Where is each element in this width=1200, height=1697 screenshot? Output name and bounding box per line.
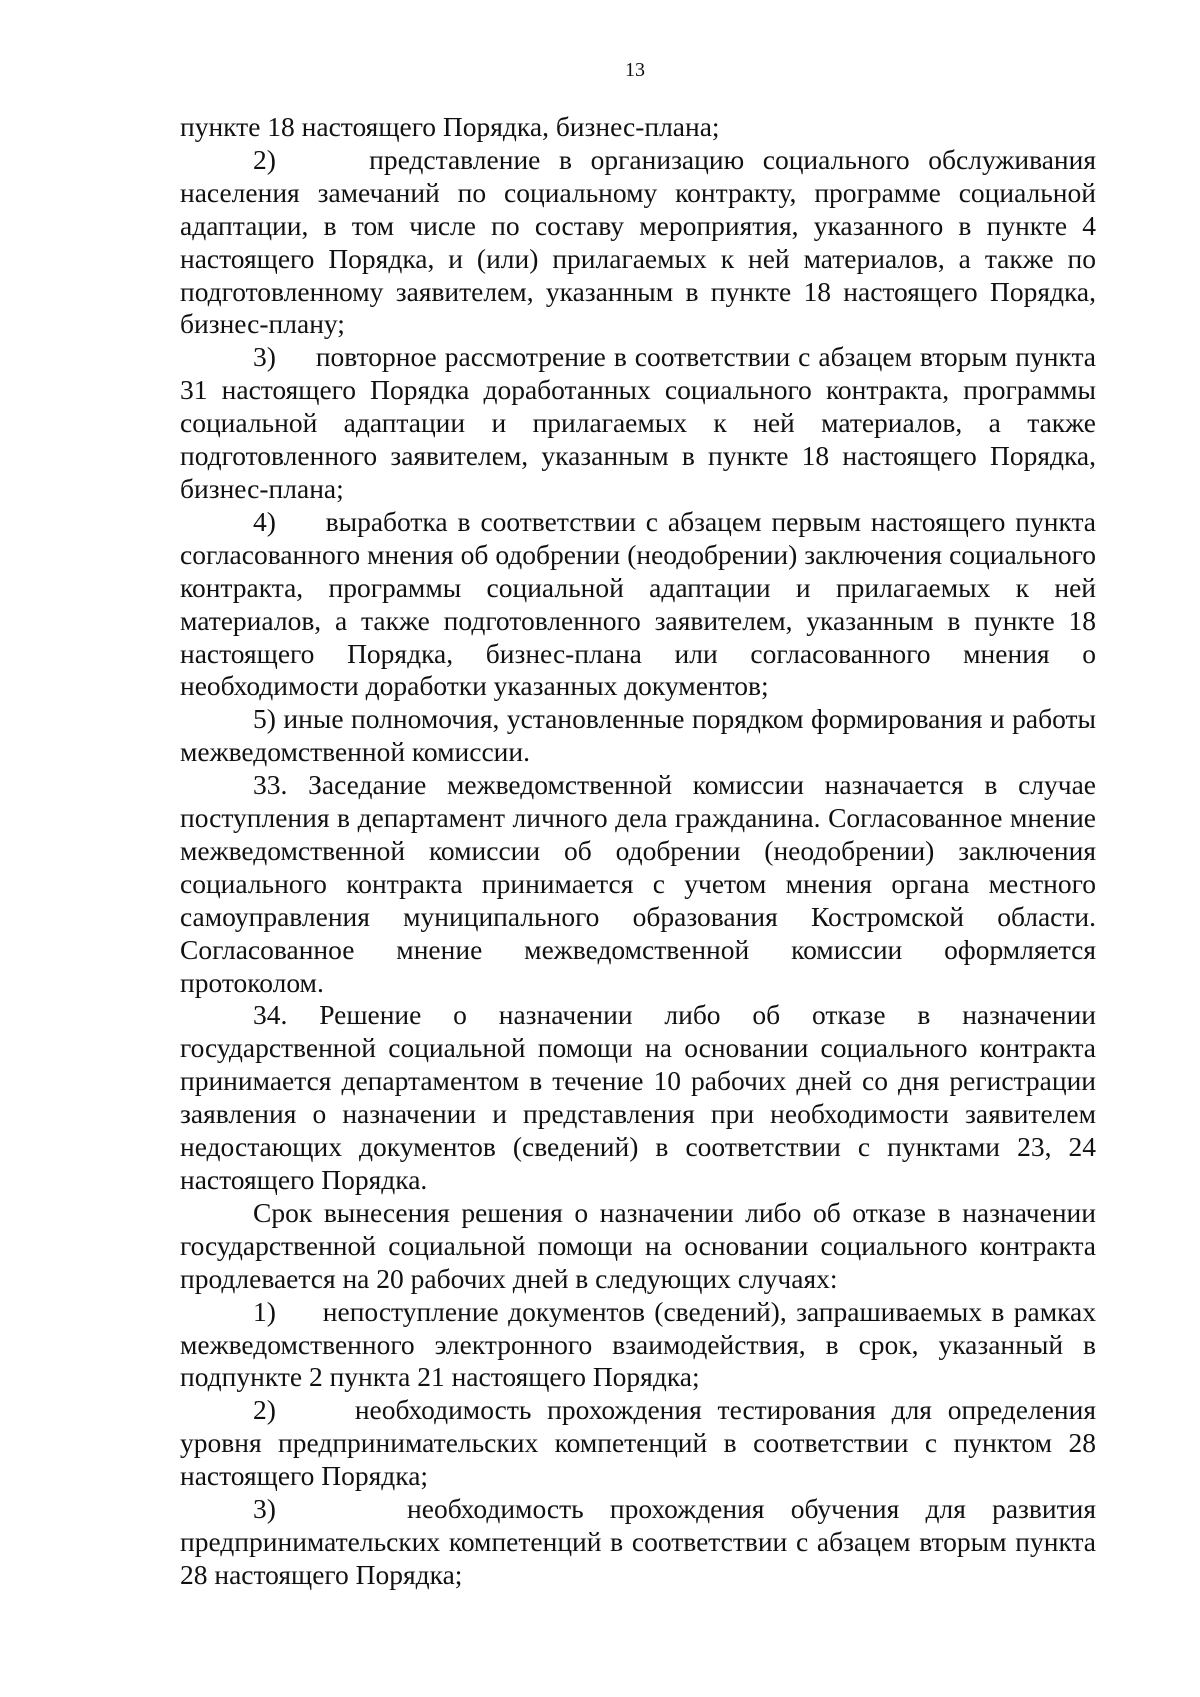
page-number: 13 xyxy=(625,59,645,81)
list-item-4: 4) выработка в соответствии с абзацем первым настоящего пункта согласованного мнения об одобрении (неодобрении) заключения социального контракта, программы социальной адаптации и прилагаемых к ней материалов, а также подготовленного заявителем, указанным в пункте 18 настоящего Порядка, бизнес-плана или согласованного мнения о необходимости доработки указанных документов; xyxy=(180,505,1096,702)
list-item-3: 3) повторное рассмотрение в соответствии с абзацем вторым пункта 31 настоящего Порядка доработанных социального контракта, программы социальной адаптации и прилагаемых к ней материалов, а также подготовленного заявителем, указанным в пункте 18 настоящего Порядка, бизнес-плана; xyxy=(180,341,1096,504)
extension-case-1: 1) непоступление документов (сведений), запрашиваемых в рамках межведомственного электронного взаимодействия, в срок, указанный в подпункте 2 пункта 21 настоящего Порядка; xyxy=(180,1295,1096,1393)
list-item-5: 5) иные полномочия, установленные порядком формирования и работы межведомственной комиссии. xyxy=(180,703,1096,768)
clause-34-extension-paragraph: Срок вынесения решения о назначении либо об отказе в назначении государственной социальной помощи на основании социального контракта продлевается на 20 рабочих дней в следующих случаях: xyxy=(180,1196,1096,1294)
extension-case-3: 3) необходимость прохождения обучения для развития предпринимательских компетенций в соответствии с абзацем вторым пункта 28 настоящего Порядка; xyxy=(180,1493,1096,1590)
list-item-2: 2) представление в организацию социального обслуживания населения замечаний по социальному контракту, программе социальной адаптации, в том числе по составу мероприятия, указанного в пункте 4 настоящего Порядка, и (или) прилагаемых к ней материалов, а также по подготовленному заявителем, указанным в пункте 18 настоящего Порядка, бизнес-плану; xyxy=(180,143,1096,340)
clause-34: 34. Решение о назначении либо об отказе в назначении государственной социальной помощи на основании социального контракта принимается департаментом в течение 10 рабочих дней со дня регистрации заявления о назначении и представления при необходимости заявителем недостающих документов (сведений) в соответствии с пунктами 23, 24 настоящего Порядка. xyxy=(180,999,1096,1195)
document-body xyxy=(180,111,1096,1592)
paragraph-continuation: пункте 18 настоящего Порядка, бизнес-плана; xyxy=(180,111,720,142)
extension-case-2: 2) необходимость прохождения тестирования для определения уровня предпринимательских компетенций в соответствии с пунктом 28 настоящего Порядка; xyxy=(180,1394,1096,1492)
clause-33: 33. Заседание межведомственной комиссии назначается в случае поступления в департамент личного дела гражданина. Согласованное мнение межведомственной комиссии об одобрении (неодобрении) заключения социального контракта принимается с учетом мнения органа местного самоуправления муниципального образования Костромской области. Согласованное мнение межведомственной комиссии оформляется протоколом. xyxy=(180,769,1096,998)
